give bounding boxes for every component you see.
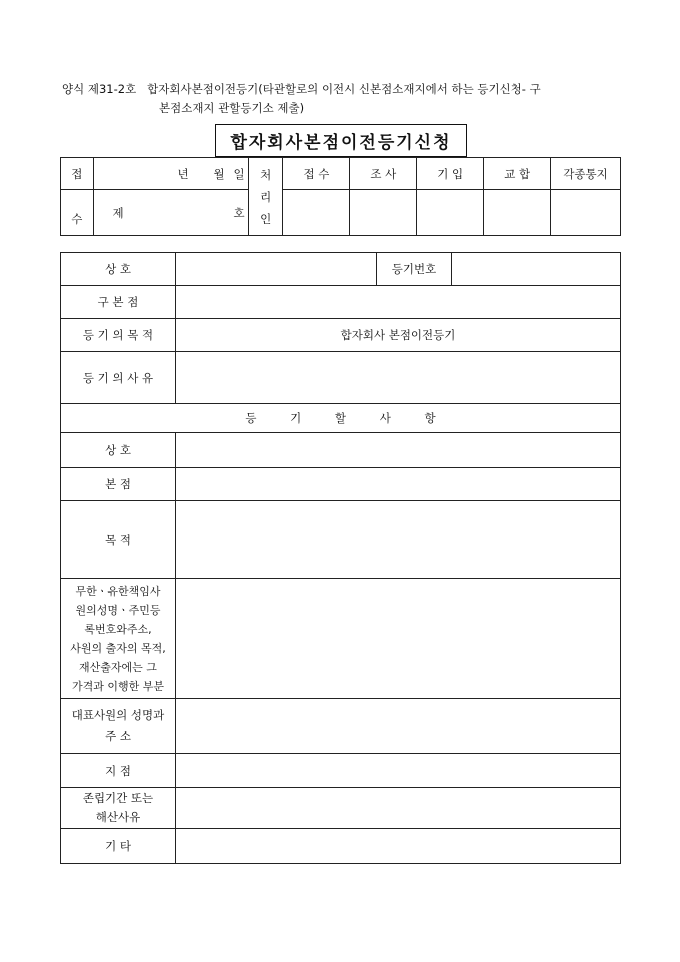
branch-field[interactable] xyxy=(176,754,621,788)
receipt-label-su: 수 xyxy=(61,190,94,236)
stamp-notice[interactable] xyxy=(551,190,621,236)
head-office-label: 본 점 xyxy=(61,468,176,501)
reason-label: 등 기 의 사 유 xyxy=(61,352,176,404)
members-label: 무한ㆍ유한책임사 원의성명ㆍ주민등 록번호와주소, 사원의 출자의 목적, 재산출자에는 그 가격과 이행한 부분 xyxy=(61,579,176,699)
reg-no-label: 등기번호 xyxy=(377,253,452,286)
new-trade-name-label: 상 호 xyxy=(61,433,176,468)
duration-field[interactable] xyxy=(176,788,621,829)
new-trade-name-field[interactable] xyxy=(176,433,621,468)
trade-name-field[interactable] xyxy=(176,253,377,286)
stamp-entry[interactable] xyxy=(417,190,484,236)
section-heading: 등 기 할 사 항 xyxy=(61,404,621,433)
stamp-verify[interactable] xyxy=(484,190,551,236)
receipt-number[interactable]: 제 호 xyxy=(93,190,248,236)
receipt-label-jeop: 접 xyxy=(61,158,94,190)
head-office-field[interactable] xyxy=(176,468,621,501)
purpose-label: 등 기 의 목 적 xyxy=(61,319,176,352)
purpose-value: 합자회사 본점이전등기 xyxy=(176,319,621,352)
col-review: 조 사 xyxy=(350,158,417,190)
reg-no-field[interactable] xyxy=(452,253,621,286)
representative-label: 대표사원의 성명과 주 소 xyxy=(61,699,176,754)
processor-label: 처 리 인 xyxy=(248,158,283,236)
reason-field[interactable] xyxy=(176,352,621,404)
form-description: 합자회사본점이전등기(타관할로의 이전시 신본점소재지에서 하는 등기신청- 구 xyxy=(147,82,541,96)
form-description-cont: 본점소재지 관할등기소 제출) xyxy=(159,101,305,115)
trade-name-label: 상 호 xyxy=(61,253,176,286)
col-verify: 교 합 xyxy=(484,158,551,190)
form-header xyxy=(62,80,541,118)
form-number: 양식 제31-2호 xyxy=(62,82,137,96)
members-field[interactable] xyxy=(176,579,621,699)
old-office-field[interactable] xyxy=(176,286,621,319)
old-office-label: 구 본 점 xyxy=(61,286,176,319)
duration-label: 존립기간 또는 해산사유 xyxy=(61,788,176,829)
objective-field[interactable] xyxy=(176,501,621,579)
stamp-receipt[interactable] xyxy=(283,190,350,236)
col-receipt: 접 수 xyxy=(283,158,350,190)
branch-label: 지 점 xyxy=(61,754,176,788)
page-title: 합자회사본점이전등기신청 xyxy=(215,124,467,157)
stamp-review[interactable] xyxy=(350,190,417,236)
objective-label: 목 적 xyxy=(61,501,176,579)
etc-label: 기 타 xyxy=(61,829,176,864)
col-entry: 기 입 xyxy=(417,158,484,190)
receipt-table xyxy=(60,157,621,236)
etc-field[interactable] xyxy=(176,829,621,864)
application-table xyxy=(60,252,621,864)
col-notice: 각종통지 xyxy=(551,158,621,190)
receipt-date[interactable]: 년 월 일 xyxy=(93,158,248,190)
representative-field[interactable] xyxy=(176,699,621,754)
